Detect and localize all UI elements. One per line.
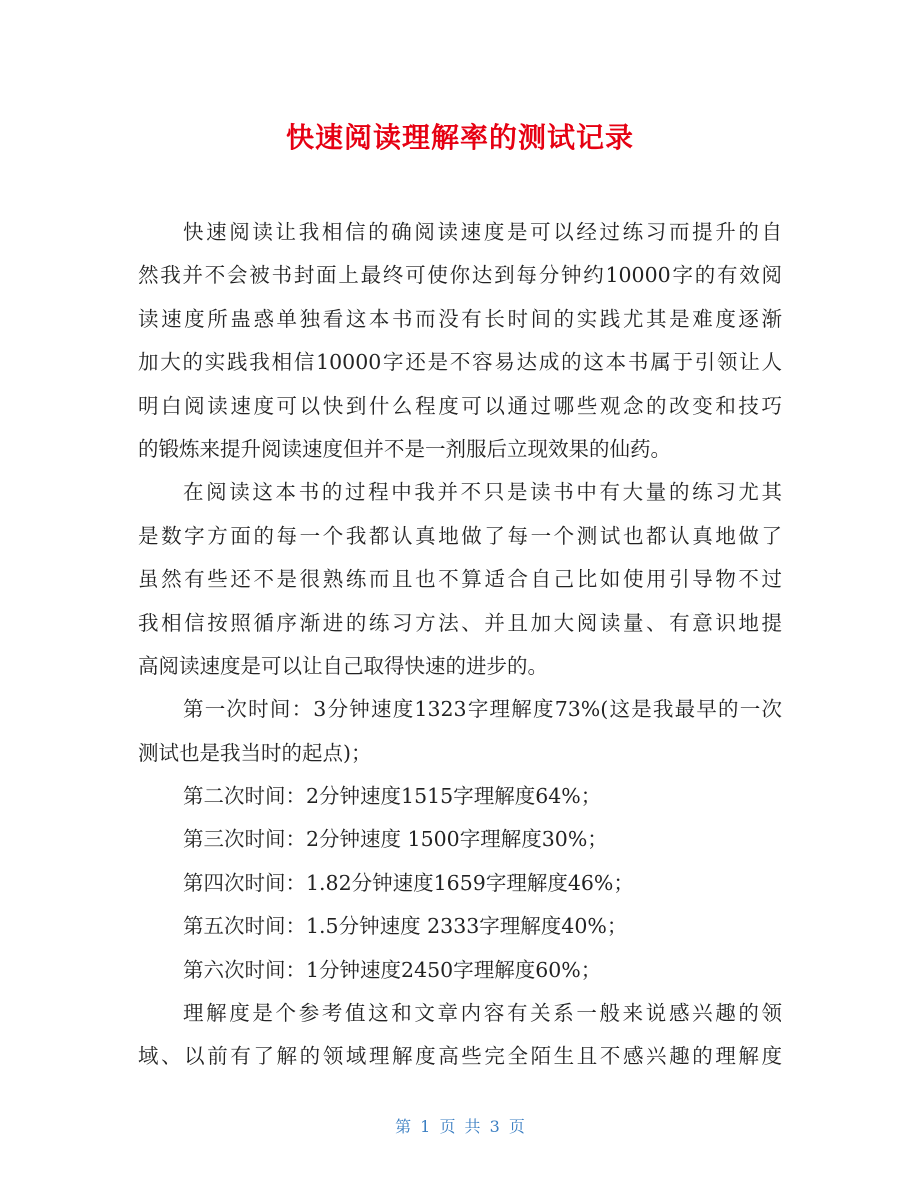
text-line: 读速度所蛊惑单独看这本书而没有长时间的实践尤其是难度逐渐: [138, 306, 782, 331]
text-line: 加大的实践我相信10000字还是不容易达成的这本书属于引领让人: [138, 350, 782, 375]
test-record-1-cont: 测试也是我当时的起点)；: [138, 740, 372, 765]
text-line: 的锻炼来提升阅读速度但并不是一剂服后立现效果的仙药。: [138, 436, 671, 461]
text-line: 快速阅读让我相信的确阅读速度是可以经过练习而提升的自: [183, 220, 782, 244]
text-line: 在阅读这本书的过程中我并不只是读书中有大量的练习尤其: [183, 480, 782, 505]
text-line: 我相信按照循序渐进的练习方法、并且加大阅读量、有意识地提: [138, 610, 782, 635]
text-line: 是数字方面的每一个我都认真地做了每一个测试也都认真地做了: [138, 523, 782, 548]
text-line: 明白阅读速度可以快到什么程度可以通过哪些观念的改变和技巧: [138, 393, 782, 418]
text-line: 域、以前有了解的领域理解度高些完全陌生且不感兴趣的理解度: [138, 1044, 782, 1069]
test-record-6: 第六次时间：1分钟速度2450字理解度60%；: [183, 957, 602, 982]
test-record-3: 第三次时间：2分钟速度 1500字理解度30%；: [183, 827, 608, 852]
text-line: 理解度是个参考值这和文章内容有关系一般来说感兴趣的领: [183, 1001, 782, 1026]
test-record-1: 第一次时间：3分钟速度1323字理解度73%(这是我最早的一次: [183, 697, 782, 722]
document-body: [138, 211, 782, 1079]
text-line: 高阅读速度是可以让自己取得快速的进步的。: [138, 653, 548, 678]
text-line: 然我并不会被书封面上最终可使你达到每分钟约10000字的有效阅: [138, 263, 782, 288]
text-line: 虽然有些还不是很熟练而且也不算适合自己比如使用引导物不过: [138, 567, 782, 592]
page-footer: 第 1 页 共 3 页: [395, 1117, 525, 1136]
test-record-5: 第五次时间：1.5分钟速度 2333字理解度40%；: [183, 914, 628, 939]
document-title: 快速阅读理解率的测试记录: [285, 121, 634, 154]
test-record-4: 第四次时间：1.82分钟速度1659字理解度46%；: [183, 870, 634, 895]
test-record-2: 第二次时间：2分钟速度1515字理解度64%；: [183, 784, 602, 809]
